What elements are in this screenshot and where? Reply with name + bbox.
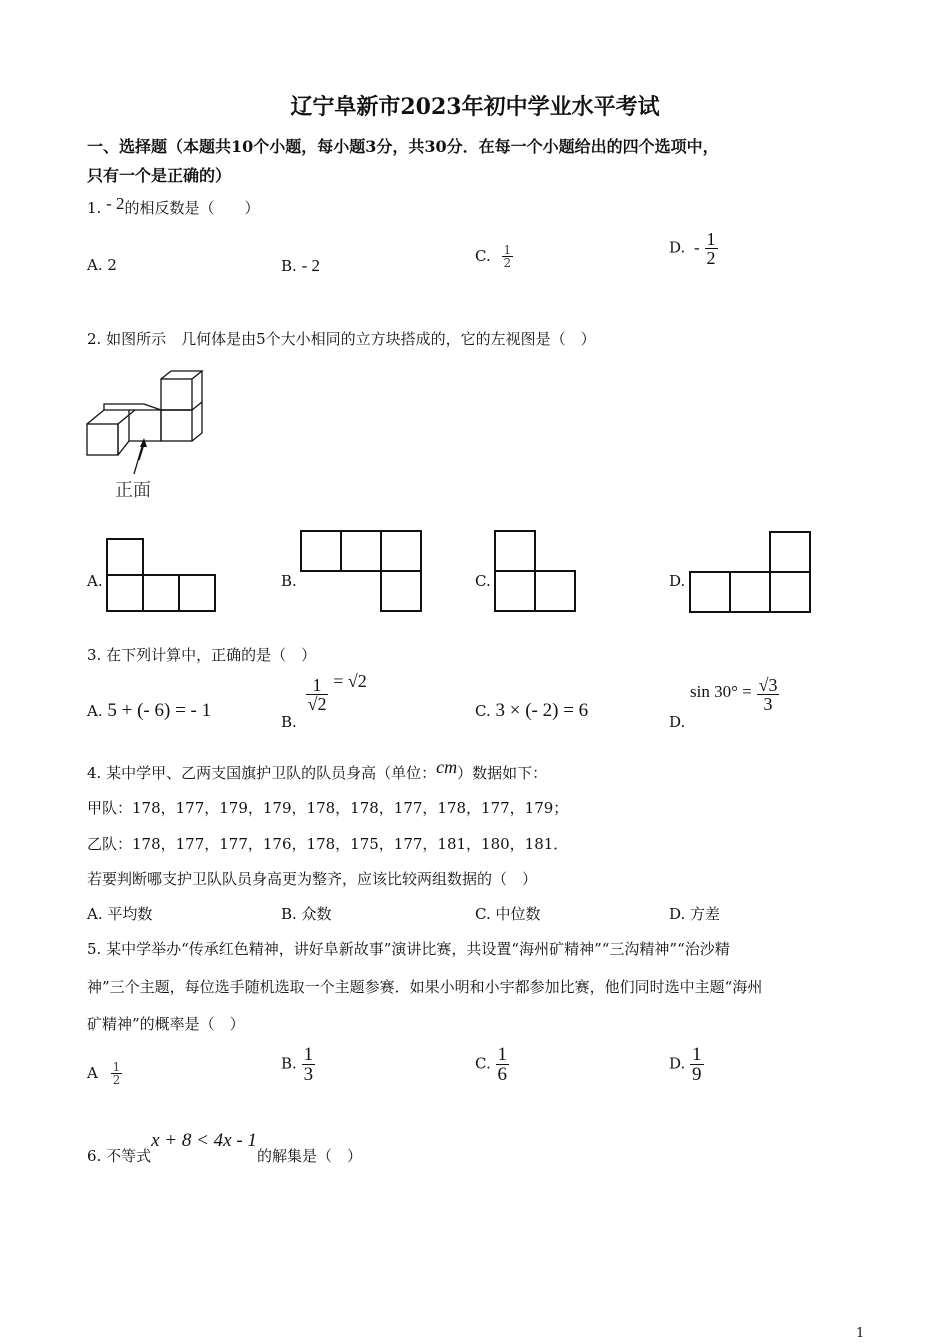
cube-edge xyxy=(87,410,190,424)
view-square xyxy=(494,570,536,612)
view-square xyxy=(494,530,536,572)
q2-option-a-label: A. xyxy=(87,572,103,590)
q4-option-b: B. 众数 xyxy=(281,905,332,923)
q1-text: 的相反数是（ ） xyxy=(124,199,260,217)
question-5-line2: 神”三个主题，每位选手随机选取一个主题参赛．如果小明和小宇都参加比赛，他们同时选中主题“海州 xyxy=(87,978,763,996)
question-6: 6. 不等式x + 8 < 4x - 1的解集是（ ） xyxy=(87,1130,362,1165)
view-square xyxy=(178,574,216,612)
q4-option-d: D. 方差 xyxy=(669,905,721,923)
q1-number: 1. xyxy=(87,199,102,217)
team-a-data: 甲队：178，177，179，179，178，178，177，178，177，179； xyxy=(87,799,569,817)
view-square xyxy=(380,570,422,612)
q2-option-a-view xyxy=(106,538,218,612)
view-square xyxy=(300,530,342,572)
section-header-line1: 一、选择题（本题共10个小题，每小题3分，共30分．在每一个小题给出的四个选项中， xyxy=(87,137,719,156)
question-5-line3: 矿精神”的概率是（ ） xyxy=(87,1015,245,1033)
cube-edge xyxy=(161,371,202,379)
q5-option-d: D. $\frac{1}{9}$ xyxy=(669,1044,702,1085)
q3-option-b: B. $\frac{1}{√2}$ = √2 xyxy=(281,670,367,731)
view-square xyxy=(769,531,811,573)
view-square xyxy=(106,574,144,612)
q3-option-d: D. sin 30° = $\frac{√3}{3}$ xyxy=(669,675,778,731)
question-4: 4. 某中学甲、乙两支国旗护卫队的队员身高（单位：cm）数据如下： xyxy=(87,757,548,782)
cube-edge xyxy=(104,404,161,410)
question-3: 3. 在下列计算中，正确的是（ ） xyxy=(87,646,317,664)
q1-option-d: D. - $\frac{1}{2}$ xyxy=(669,229,716,268)
q1-option-b: B. - 2 xyxy=(281,256,320,275)
q2-option-b-label: B. xyxy=(281,572,297,590)
front-arrow xyxy=(131,436,151,478)
q4-question: 若要判断哪支护卫队队员身高更为整齐，应该比较两组数据的（ ） xyxy=(87,870,538,888)
q1-option-c: C. $\frac{1}{2}$ xyxy=(475,243,512,270)
team-b-data: 乙队：178，177，177，176，178，175，177，181，180，181． xyxy=(87,835,569,853)
front-label: 正面 xyxy=(115,480,151,501)
q1-option-a: A. 2 xyxy=(87,256,117,274)
cube-edge xyxy=(192,402,202,410)
cube-front-face xyxy=(161,379,192,410)
q2-option-c-view xyxy=(494,530,578,612)
q5-option-a: A $\frac{1}{2}$ xyxy=(87,1060,121,1087)
view-square xyxy=(729,571,771,613)
question-1 xyxy=(87,194,260,218)
view-square xyxy=(142,574,180,612)
unit-cm: cm xyxy=(436,757,458,777)
view-square xyxy=(689,571,731,613)
view-square xyxy=(380,530,422,572)
cube-front-face xyxy=(161,410,192,441)
q6-inequality: x + 8 < 4x - 1 xyxy=(151,1130,257,1151)
view-square xyxy=(534,570,576,612)
cube-front-face xyxy=(87,424,118,455)
view-square xyxy=(340,530,382,572)
question-5-line1: 5. 某中学举办“传承红色精神，讲好阜新故事”演讲比赛，共设置“海州矿精神”“三沟精神”“治沙精 xyxy=(87,940,730,958)
section-header-line2: 只有一个是正确的） xyxy=(87,166,232,185)
view-square xyxy=(769,571,811,613)
question-2: 2. 如图所示 几何体是由5个大小相同的立方块搭成的，它的左视图是（ ） xyxy=(87,330,596,348)
q1-expr: - 2 xyxy=(106,194,125,213)
q4-option-a: A. 平均数 xyxy=(87,905,153,923)
q5-option-c: C. $\frac{1}{6}$ xyxy=(475,1044,507,1085)
q4-option-c: C. 中位数 xyxy=(475,905,541,923)
q5-option-b: B. $\frac{1}{3}$ xyxy=(281,1044,314,1085)
q2-option-d-label: D. xyxy=(669,572,686,590)
view-square xyxy=(106,538,144,576)
cube-edge xyxy=(118,410,135,424)
page-title: 辽宁阜新市2023年初中学业水平考试 xyxy=(290,94,660,120)
q2-option-c-label: C. xyxy=(475,572,491,590)
q3-option-a: A. 5 + (- 6) = - 1 xyxy=(87,700,212,721)
q3-option-c: C. 3 × (- 2) = 6 xyxy=(475,700,589,721)
q2-option-b-view xyxy=(300,530,424,612)
page-number: 1 xyxy=(856,1326,865,1341)
q2-option-d-view xyxy=(689,531,813,613)
